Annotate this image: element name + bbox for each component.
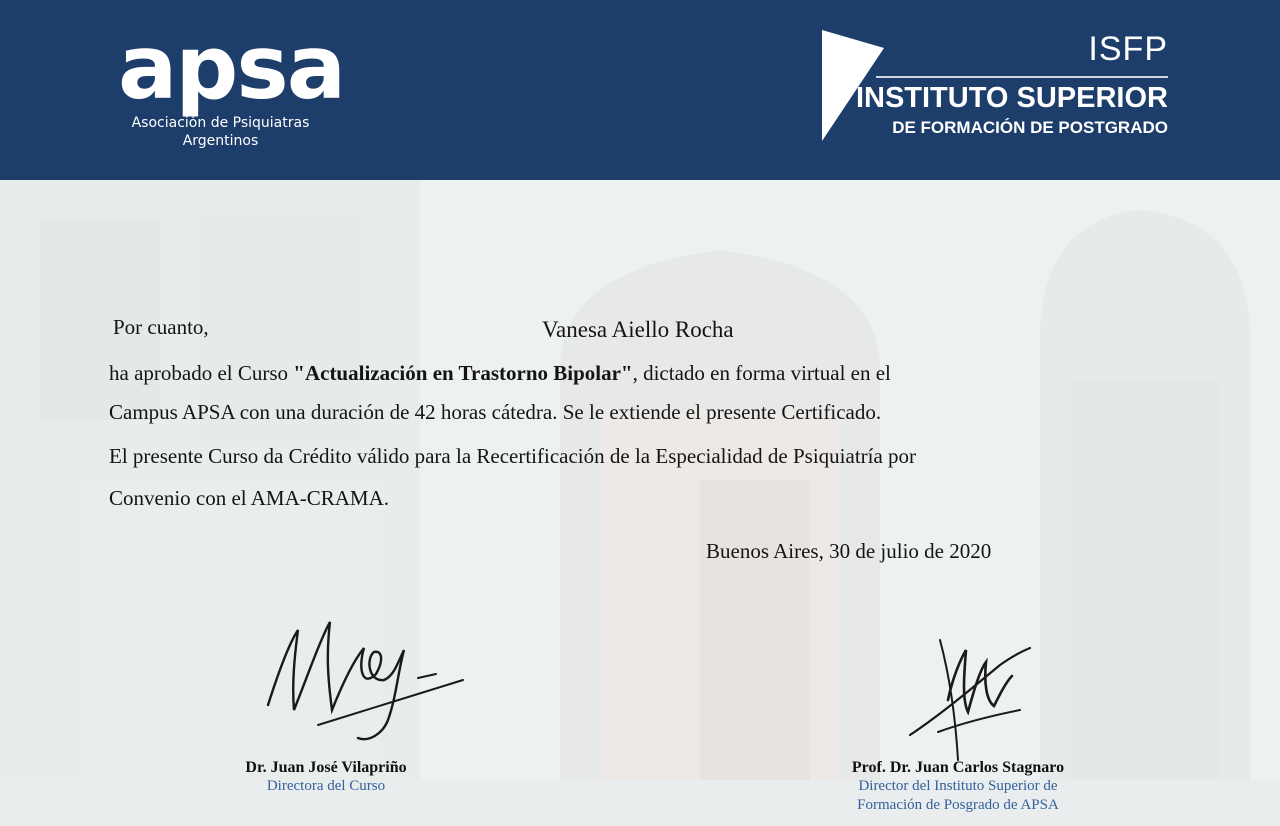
isfp-name-line-1: INSTITUTO SUPERIOR — [855, 82, 1168, 114]
signer-right-role-2: Formación de Posgrado de APSA — [857, 797, 1059, 813]
body-line-4: Convenio con el AMA-CRAMA. — [109, 486, 389, 510]
signer-left — [196, 759, 456, 796]
signer-left-role: Directora del Curso — [266, 778, 386, 794]
signature-vilaprino — [258, 600, 478, 760]
body-line-1-post: , dictado en forma virtual en el — [632, 361, 891, 385]
signature-stagnaro — [900, 620, 1050, 770]
body-line-3: El presente Curso da Crédito válido para la Recertificación de la Especialidad de Psiquiatría por — [109, 444, 917, 468]
signer-right-role-1: Director del Instituto Superior de — [858, 778, 1058, 794]
body-line-1-pre: ha aprobado el Curso — [109, 361, 294, 385]
signer-right-name: Prof. Dr. Juan Carlos Stagnaro — [851, 759, 1065, 776]
recipient-name: Vanesa Aiello Rocha — [542, 317, 734, 342]
apsa-logo-word: apsa — [118, 16, 345, 119]
apsa-logo-subtitle-2: Argentinos — [182, 133, 259, 149]
por-cuanto: Por cuanto, — [113, 315, 209, 339]
apsa-logo — [118, 16, 345, 150]
body-line-2: Campus APSA con una duración de 42 horas cátedra. Se le extiende el presente Certificado. — [109, 400, 882, 424]
isfp-name-line-2: DE FORMACIÓN DE POSTGRADO — [892, 118, 1168, 137]
signer-right — [808, 759, 1108, 815]
isfp-divider — [876, 76, 1168, 78]
body-line-1 — [109, 361, 891, 386]
header-band — [0, 0, 1280, 180]
isfp-logo — [818, 28, 1170, 148]
apsa-logo-subtitle-1: Asociación de Psiquiatras — [131, 115, 310, 131]
signer-left-name: Dr. Juan José Vilapriño — [245, 759, 407, 776]
place-and-date: Buenos Aires, 30 de julio de 2020 — [706, 539, 992, 563]
course-title: "Actualización en Trastorno Bipolar" — [293, 361, 633, 385]
isfp-abbreviation: ISFP — [1088, 30, 1168, 68]
